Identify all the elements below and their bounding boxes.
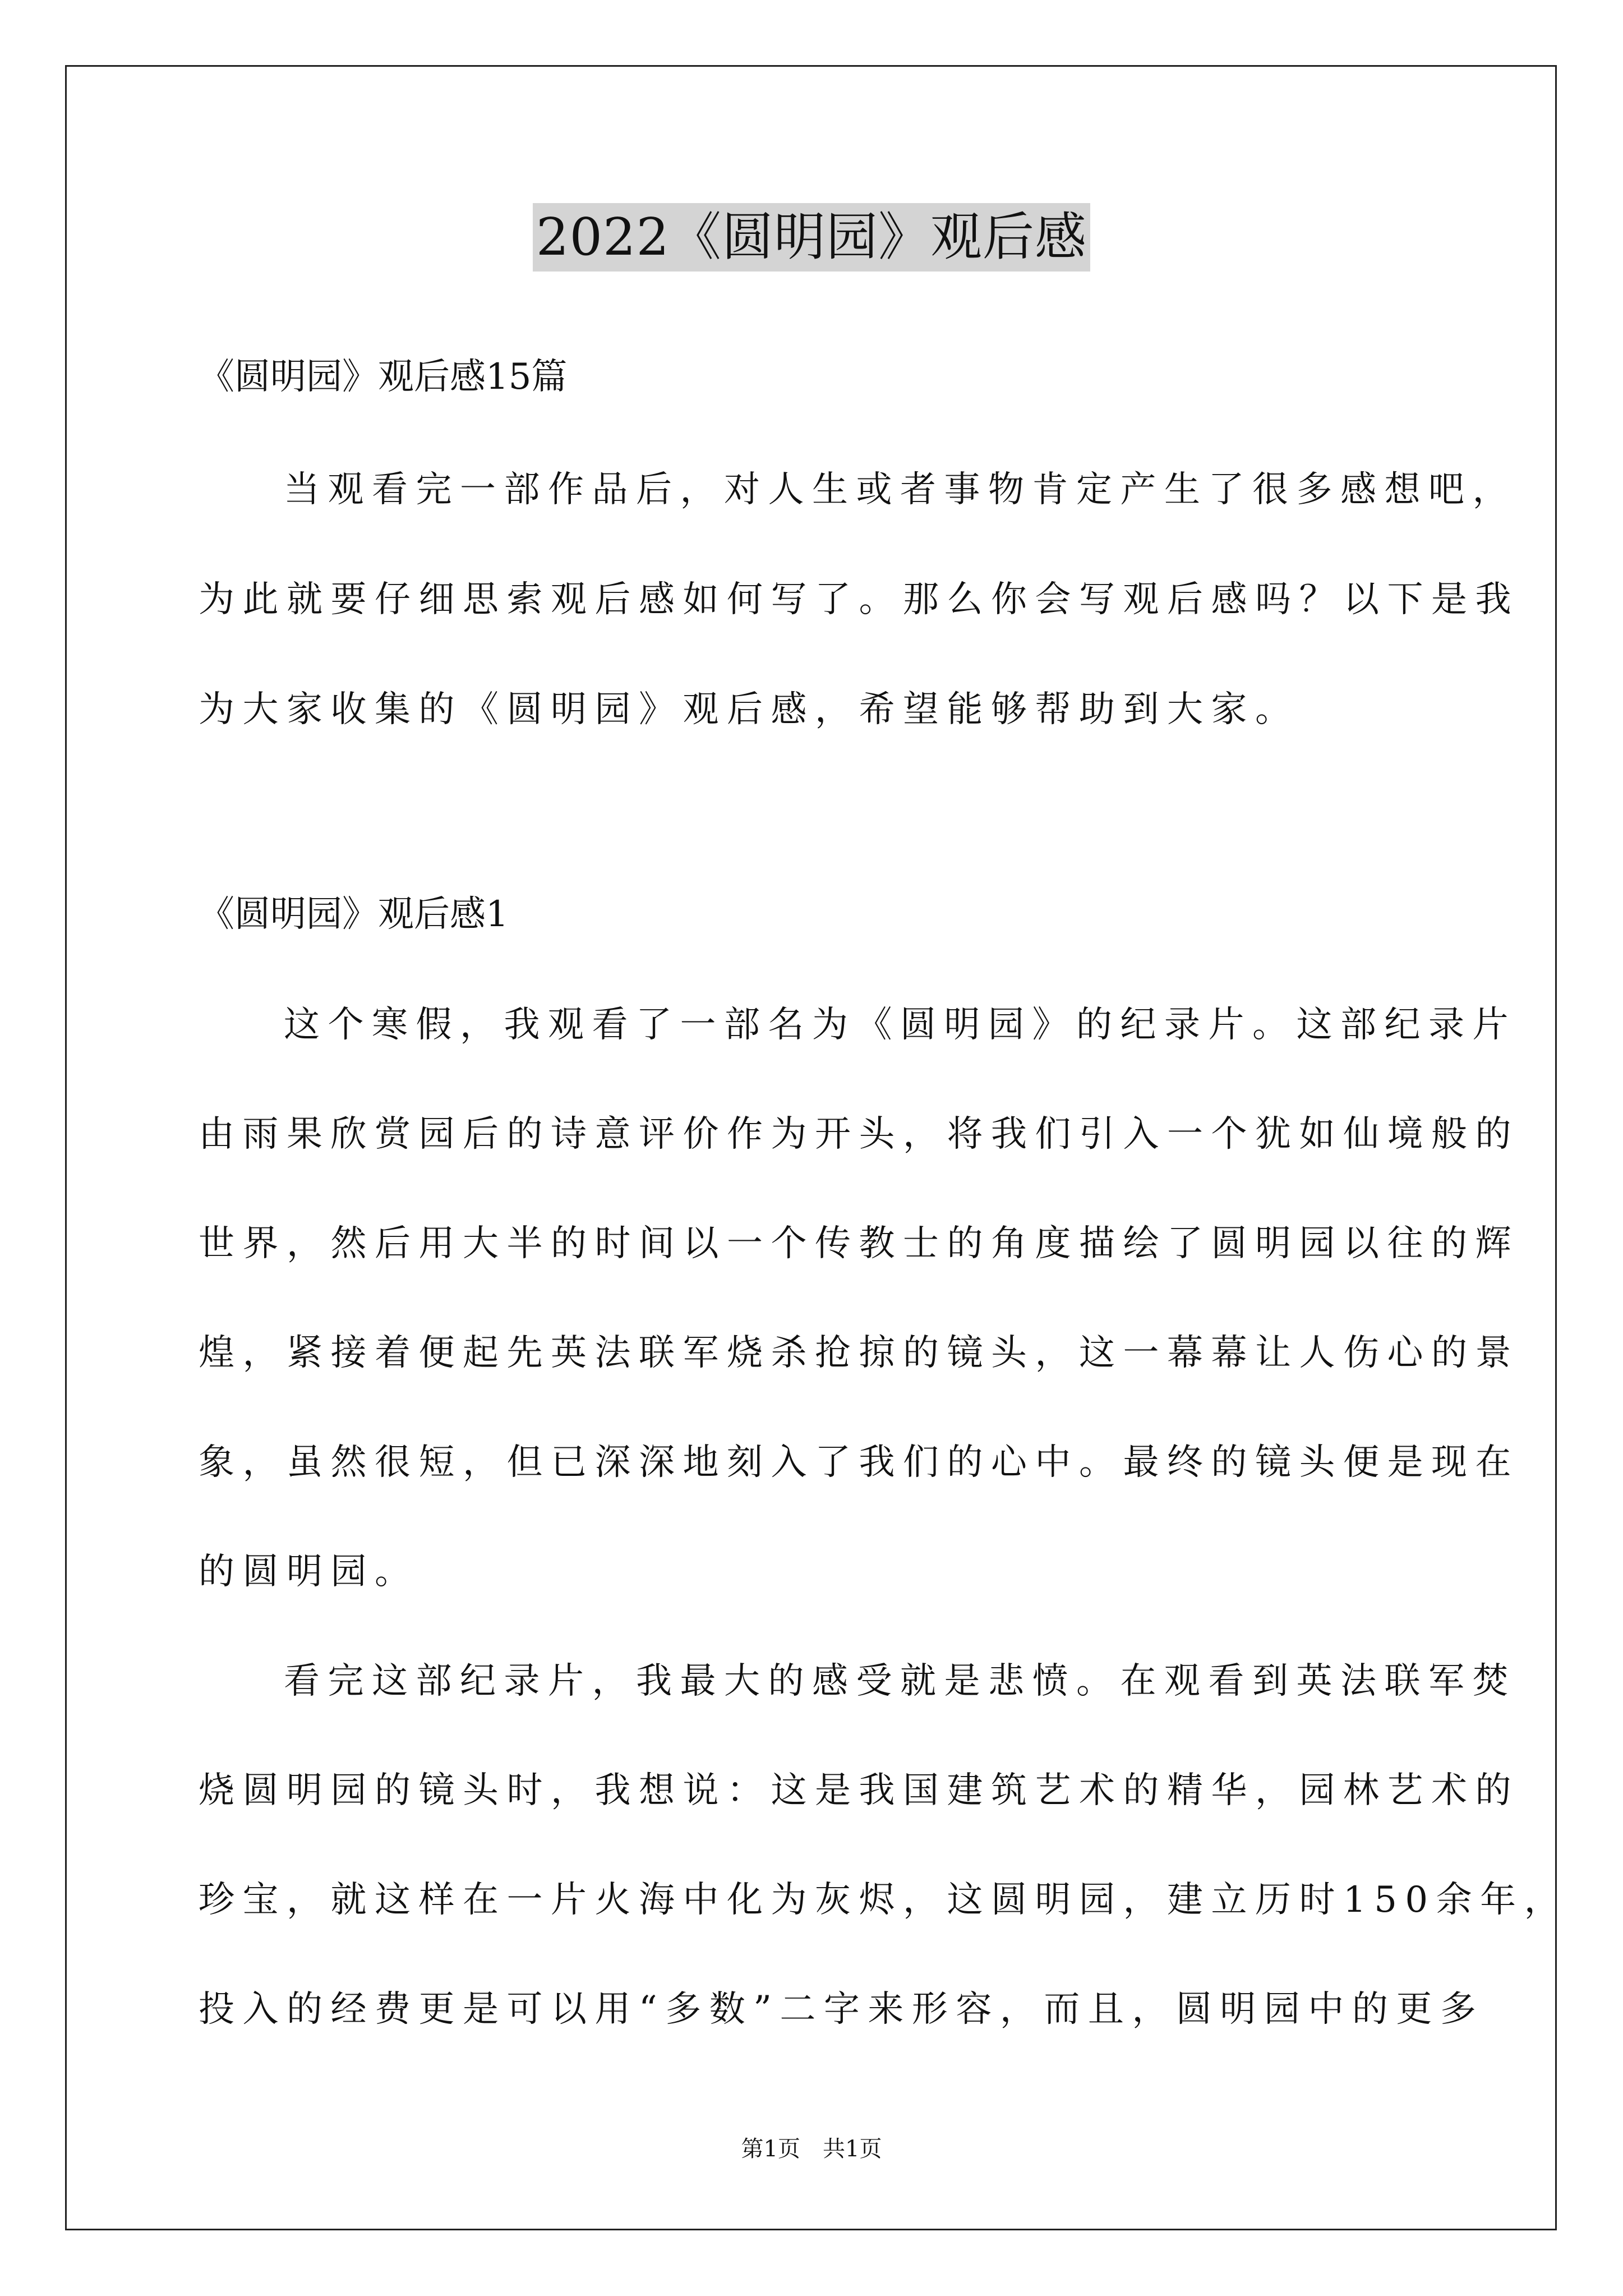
- paragraph-line: 的圆明园。: [199, 1551, 419, 1593]
- paragraph-line: 珍宝，就这样在一片火海中化为灰烬，这圆明园，建立历时150余年，: [199, 1879, 1569, 1921]
- intro-line: 为大家收集的《圆明园》观后感，希望能够帮助到大家。: [199, 689, 1299, 730]
- paragraph-line: 烧圆明园的镜头时，我想说：这是我国建筑艺术的精华，园林艺术的: [199, 1770, 1519, 1811]
- intro-line: 当观看完一部作品后，对人生或者事物肯定产生了很多感想吧，: [284, 469, 1516, 510]
- paragraph-line: 由雨果欣赏园后的诗意评价作为开头，将我们引入一个犹如仙境般的: [199, 1114, 1519, 1155]
- document-subtitle: 《圆明园》观后感15篇: [199, 356, 568, 398]
- paragraph-line: 投入的经费更是可以用“多数”二字来形容，而且，圆明园中的更多: [199, 1989, 1484, 2030]
- paragraph-line: 看完这部纪录片，我最大的感受就是悲愤。在观看到英法联军焚: [284, 1660, 1516, 1702]
- section-heading: 《圆明园》观后感1: [199, 894, 509, 935]
- paragraph-line: 煌，紧接着便起先英法联军烧杀抢掠的镜头，这一幕幕让人伤心的景: [199, 1332, 1519, 1374]
- paragraph-line: 象，虽然很短，但已深深地刻入了我们的心中。最终的镜头便是现在: [199, 1442, 1519, 1483]
- paragraph-line: 世界，然后用大半的时间以一个传教士的角度描绘了圆明园以往的辉: [199, 1223, 1519, 1264]
- title-container: [0, 203, 1623, 272]
- paragraph-line: 这个寒假，我观看了一部名为《圆明园》的纪录片。这部纪录片: [284, 1004, 1516, 1046]
- document-title: 2022《圆明园》观后感: [533, 203, 1090, 272]
- page-footer: 第1页 共1页: [741, 2136, 882, 2162]
- intro-line: 为此就要仔细思索观后感如何写了。那么你会写观后感吗？以下是我: [199, 579, 1519, 620]
